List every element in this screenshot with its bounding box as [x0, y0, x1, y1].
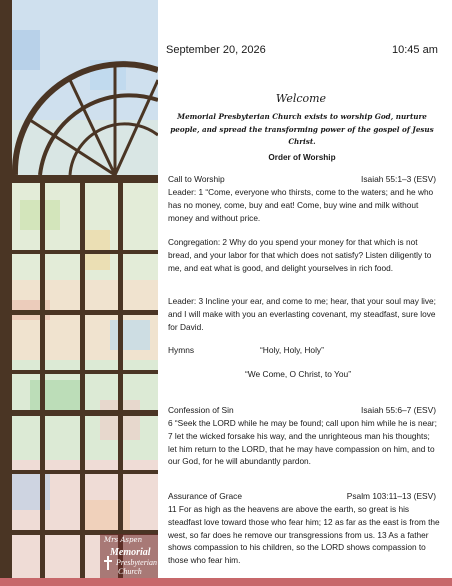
bottom-accent-bar — [0, 578, 452, 586]
assurance-reference: Psalm 103:11–13 (ESV) — [346, 491, 436, 501]
service-time: 10:45 am — [392, 44, 438, 56]
service-date: September 20, 2026 — [166, 44, 266, 56]
confession-reference: Isaiah 55:6–7 (ESV) — [361, 405, 436, 415]
call-leader-text-2: Leader: 3 Incline your ear, and come to me; hear, that your soul may live; and I will make with you an everlasting covenant, my steadfast, sure love for David. — [168, 296, 436, 332]
cross-icon — [103, 556, 113, 570]
confession-text: 6 “Seek the LORD while he may be found; call upon him while he is near; 7 let the wicked forsake his way, and the unrighteous man his thoughts; let him return to the LORD, that he may have compassion on him, and to our God, for he will abundantly pardon. — [168, 418, 437, 467]
call-to-worship-label: Call to Worship — [168, 174, 225, 184]
logo-name-presbyterian: Presbyterian — [116, 558, 158, 567]
logo-name-church: Church — [118, 567, 142, 576]
confession-label: Confession of Sin — [168, 405, 234, 415]
call-congregation-text: Congregation: 2 Why do you spend your money for that which is not bread, and your labor for that which does not satisfy? Listen diligently to me, and eat what is good, and delight yourselves in rich food. — [168, 237, 432, 273]
stained-glass-window-art — [0, 0, 158, 578]
assurance-label: Assurance of Grace — [168, 491, 243, 501]
window-illustration — [0, 0, 158, 578]
logo-name-memorial: Memorial — [110, 547, 151, 558]
call-to-worship-reference: Isaiah 55:1–3 (ESV) — [361, 174, 436, 184]
hymn-first: “Holy, Holy, Holy” — [260, 345, 324, 355]
hymns-label: Hymns — [168, 345, 195, 355]
logo-script: Mrs Aspen — [104, 536, 143, 544]
mission-statement: Memorial Presbyterian Church exists to worship God, nurture people, and spread the transforming power of the gospel of Jesus Christ. — [170, 112, 434, 146]
assurance-text: 11 For as high as the heavens are above the earth, so great is his steadfast love toward those who fear him; 12 as far as the east is from the west, so far does he remove our transgressions from us. 13 As a father shows compassion to his children, so the LORD shows compassion to those who fear him. — [168, 504, 440, 566]
call-leader-text-1: Leader: 1 “Come, everyone who thirsts, come to the waters; and he who has no money, come, buy and eat! Come, buy wine and milk without money and without price. — [168, 187, 434, 223]
hymn-second: “We Come, O Christ, to You” — [245, 369, 351, 379]
order-of-worship-title: Order of Worship — [268, 153, 336, 162]
welcome-heading: Welcome — [275, 92, 327, 105]
church-logo — [100, 534, 158, 578]
